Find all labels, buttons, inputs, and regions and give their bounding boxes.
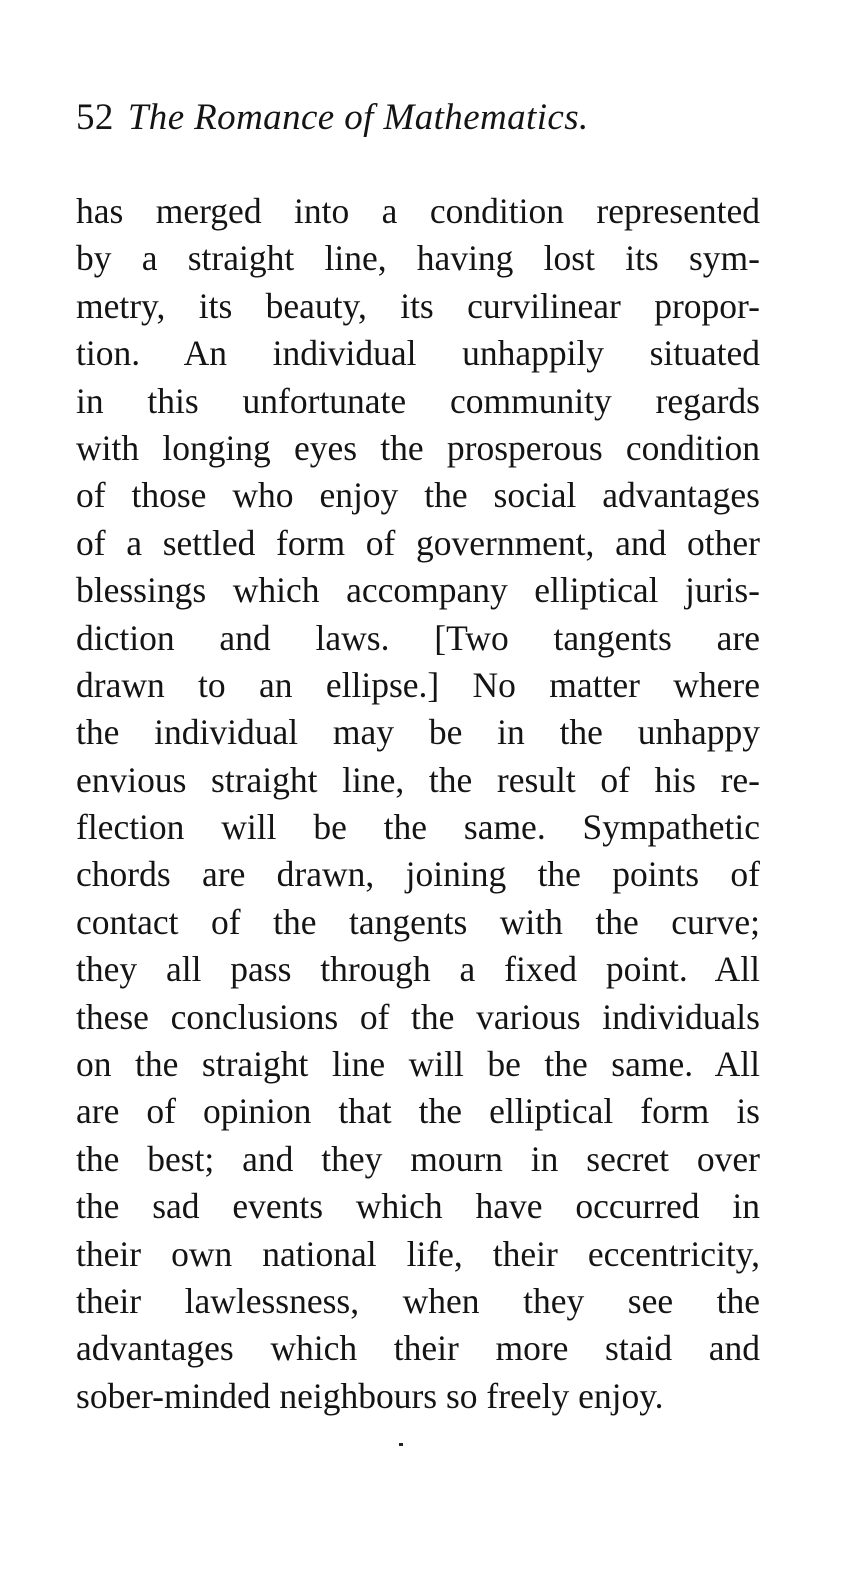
body-paragraph: [76, 188, 760, 1420]
text-line: the sad events which have occurred in: [76, 1186, 760, 1227]
text-line: flection will be the same. Sympathetic: [76, 807, 760, 848]
running-head: [76, 88, 760, 148]
page-number: 52: [76, 97, 114, 138]
text-line: by a straight line, having lost its sym-: [76, 238, 760, 279]
text-line: drawn to an ellipse.] No matter where: [76, 664, 760, 705]
print-mark: [399, 1443, 403, 1446]
book-title: The Romance of Mathematics.: [127, 97, 589, 138]
text-line: in this unfortunate community regards: [76, 380, 760, 421]
text-line: they all pass through a fixed point. All: [76, 949, 760, 990]
text-line: tion. An individual unhappily situated: [76, 333, 760, 374]
text-line: with longing eyes the prosperous condition: [76, 427, 760, 468]
text-line: of those who enjoy the social advantages: [76, 475, 760, 516]
text-line: sober-minded neighbours so freely enjoy.: [76, 1375, 664, 1416]
text-line: on the straight line will be the same. All: [76, 1044, 760, 1085]
text-line: the best; and they mourn in secret over: [76, 1138, 760, 1179]
text-line: their lawlessness, when they see the: [76, 1280, 760, 1321]
text-line: of a settled form of government, and other: [76, 522, 760, 563]
text-line: their own national life, their eccentricity,: [76, 1233, 760, 1274]
text-line: chords are drawn, joining the points of: [76, 854, 760, 895]
book-page: [76, 88, 760, 1420]
text-line: envious straight line, the result of his re-: [76, 759, 760, 800]
text-line: contact of the tangents with the curve;: [76, 901, 760, 942]
text-line: advantages which their more staid and: [76, 1328, 760, 1369]
text-line: are of opinion that the elliptical form is: [76, 1091, 760, 1132]
text-line: blessings which accompany elliptical juris-: [76, 570, 760, 611]
text-line: metry, its beauty, its curvilinear propor-: [76, 285, 760, 326]
text-line: the individual may be in the unhappy: [76, 712, 760, 753]
text-line: these conclusions of the various individuals: [76, 996, 760, 1037]
text-line: diction and laws. [Two tangents are: [76, 617, 760, 658]
text-line: has merged into a condition represented: [76, 191, 760, 231]
